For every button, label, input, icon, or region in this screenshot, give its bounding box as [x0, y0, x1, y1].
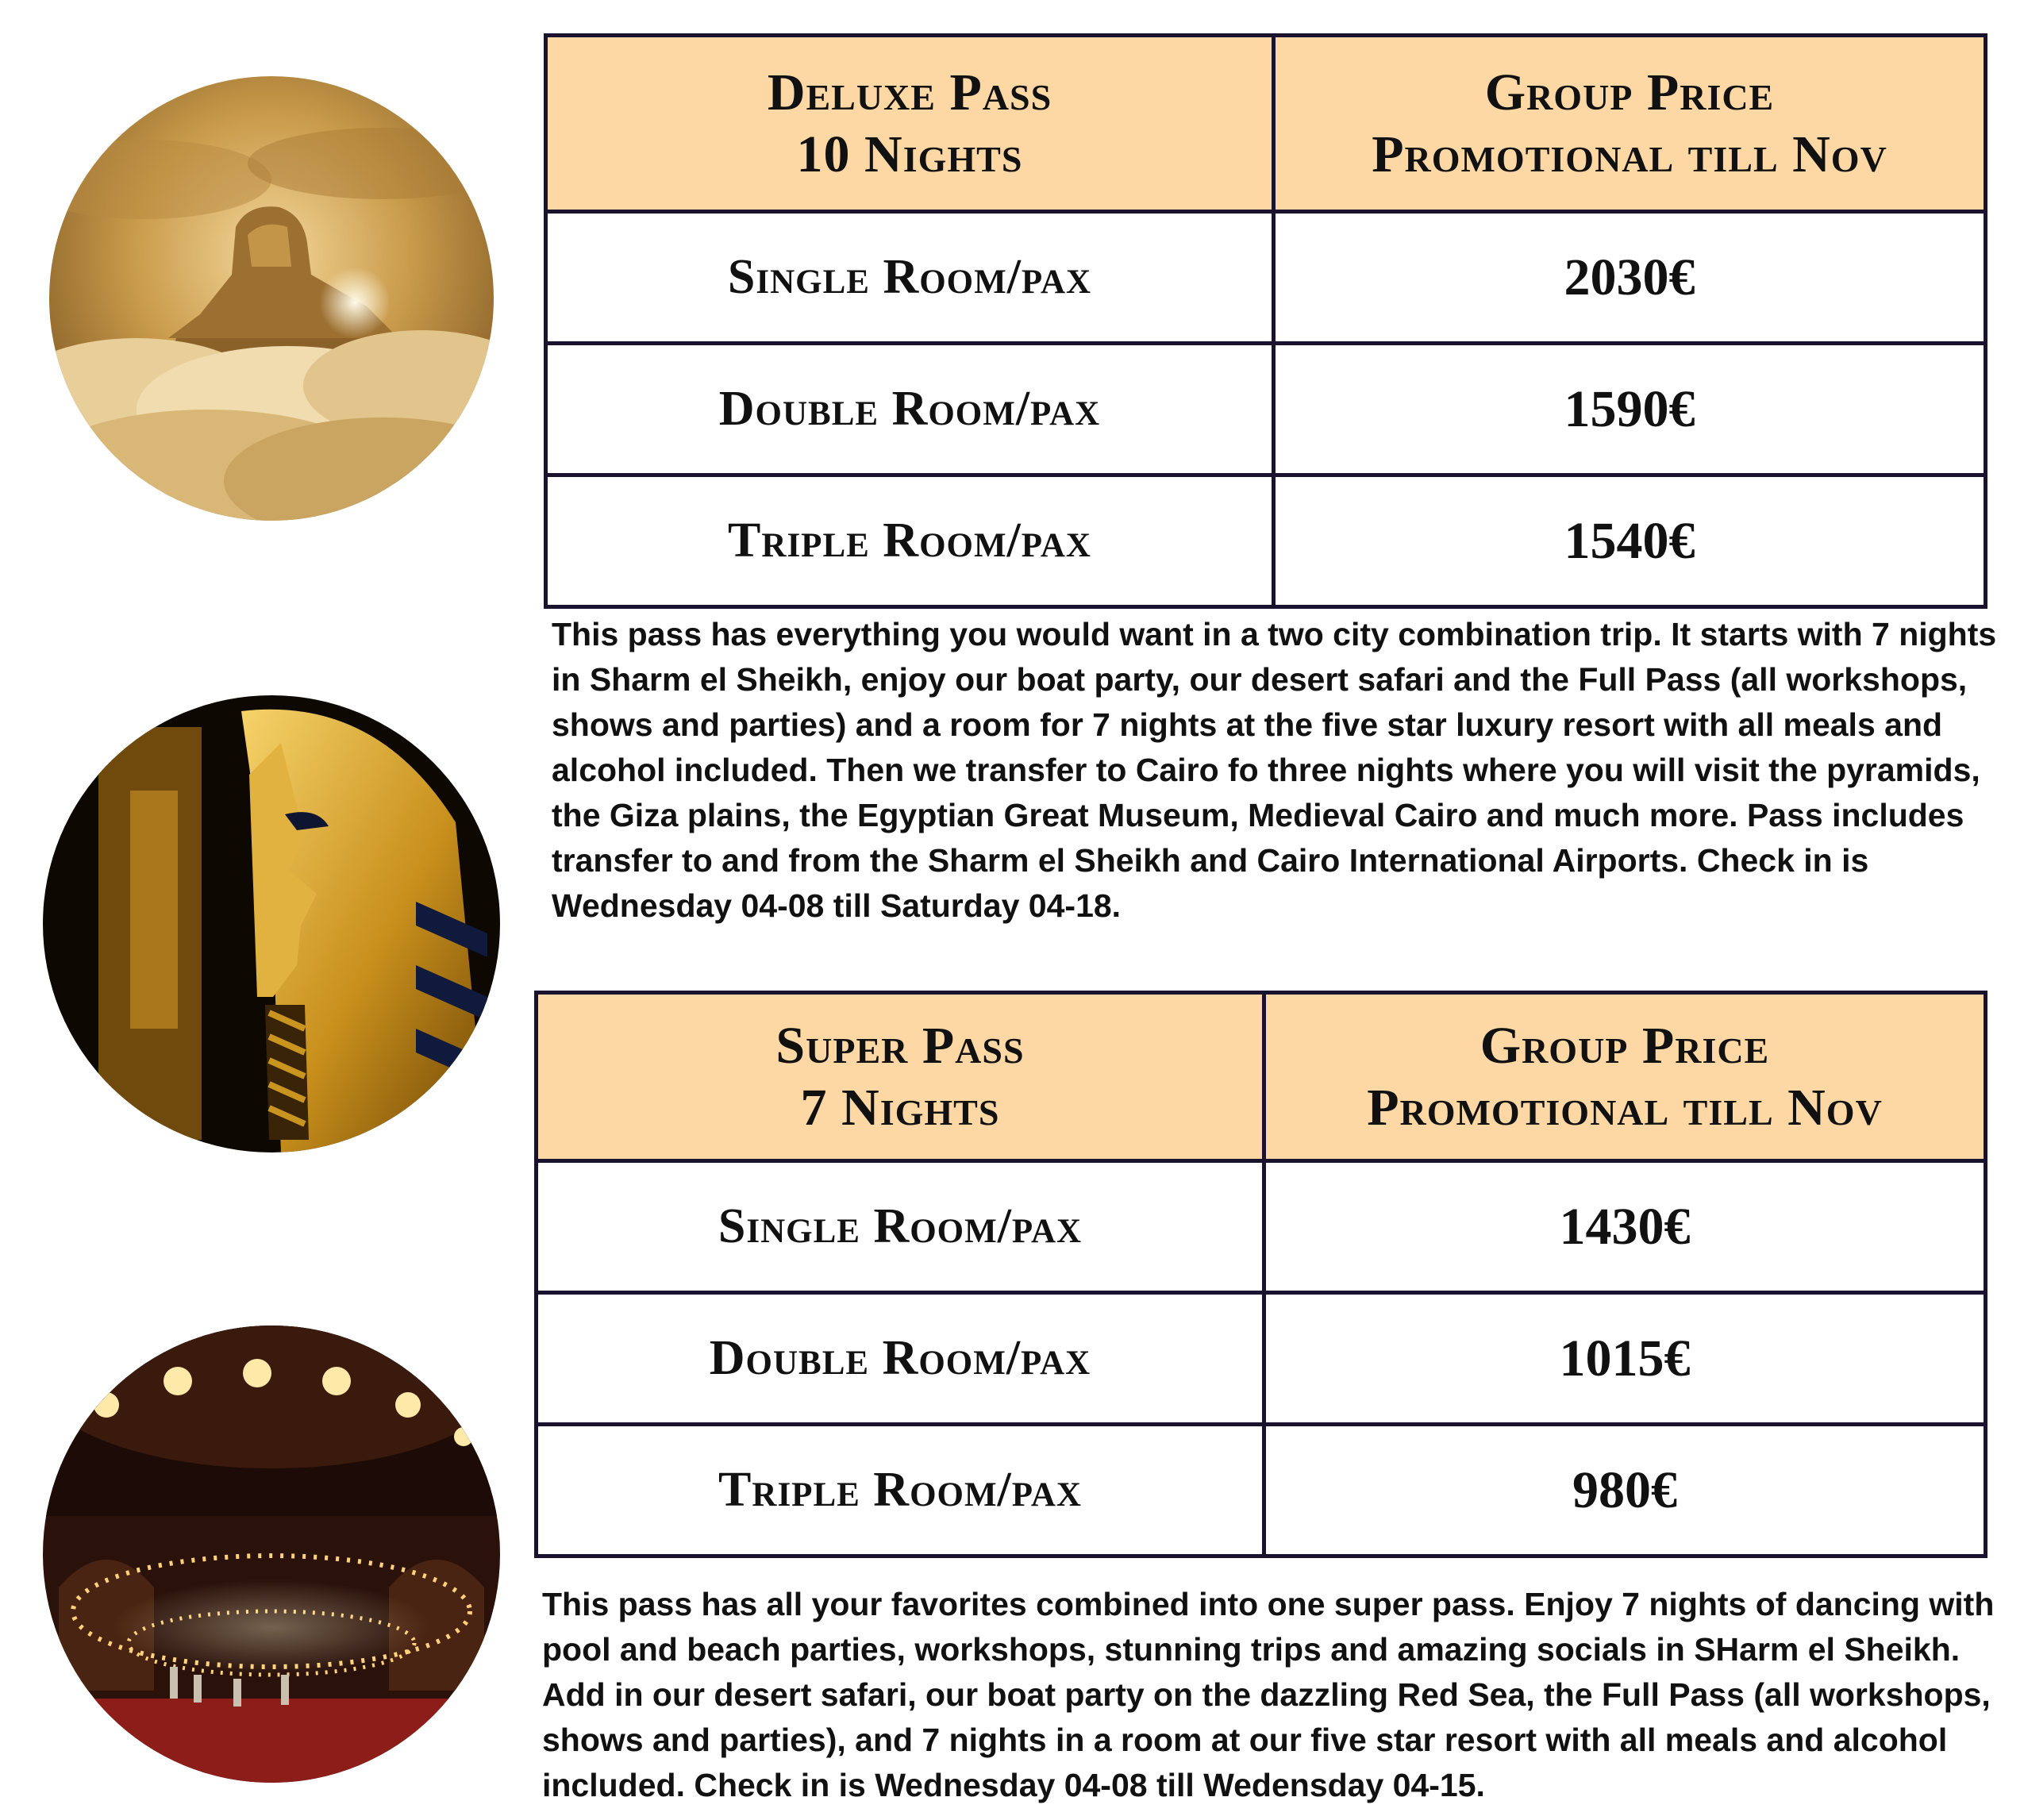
price-double: 1590€ — [1274, 344, 1986, 475]
sphinx-photo — [49, 76, 494, 521]
room-type-double: Double Room/pax — [537, 1293, 1264, 1425]
pharaoh-mask-photo — [43, 695, 500, 1152]
price-single: 1430€ — [1264, 1161, 1986, 1293]
table-row — [546, 344, 1986, 475]
table-row — [537, 1293, 1986, 1425]
super-pass-price-table — [534, 991, 1987, 1558]
table-row — [546, 475, 1986, 607]
deluxe-pass-price-table — [544, 33, 1987, 609]
pass-name-header: Super Pass 7 Nights — [537, 993, 1264, 1161]
group-price-header: Group Price Promotional till Nov — [1274, 36, 1986, 212]
group-price-header: Group Price Promotional till Nov — [1264, 993, 1986, 1161]
price-single: 2030€ — [1274, 212, 1986, 344]
price-double: 1015€ — [1264, 1293, 1986, 1425]
mosque-interior-photo — [43, 1326, 500, 1783]
deluxe-pass-description: This pass has everything you would want in a two city combination trip. It starts with 7 nights in Sharm el Sheikh, enjoy our boat party, our desert safari and the Full Pass (all workshops, shows and parties) and a room for 7 nights at the five star luxury resort with all meals and alcohol included. Then we transfer to Cairo fo three nights where you will visit the pyramids, the Giza plains, the Egyptian Great Museum, Medieval Cairo and much more. Pass includes transfer to and from the Sharm el Sheikh and Cairo International Airports. Check in is Wednesday 04-08 till Saturday 04-18. — [552, 616, 1997, 924]
price-triple: 1540€ — [1274, 475, 1986, 607]
price-triple: 980€ — [1264, 1425, 1986, 1556]
table-header-row — [537, 993, 1986, 1161]
room-type-double: Double Room/pax — [546, 344, 1274, 475]
table-row — [537, 1425, 1986, 1556]
room-type-triple: Triple Room/pax — [546, 475, 1274, 607]
room-type-triple: Triple Room/pax — [537, 1425, 1264, 1556]
room-type-single: Single Room/pax — [537, 1161, 1264, 1293]
table-row — [537, 1161, 1986, 1293]
pass-name-header: Deluxe Pass 10 Nights — [546, 36, 1274, 212]
table-header-row — [546, 36, 1986, 212]
room-type-single: Single Room/pax — [546, 212, 1274, 344]
super-pass-description: This pass has all your favorites combined into one super pass. Enjoy 7 nights of dancing with pool and beach parties, workshops, stunning trips and amazing socials in SHarm el Sheikh. Add in our desert safari, our boat party on the dazzling Red Sea, the Full Pass (all workshops, shows and parties), and 7 nights in a room at our five star resort with all meals and alcohol included. Check in is Wednesday 04-08 till Wedensday 04-15. — [542, 1586, 1995, 1803]
table-row — [546, 212, 1986, 344]
